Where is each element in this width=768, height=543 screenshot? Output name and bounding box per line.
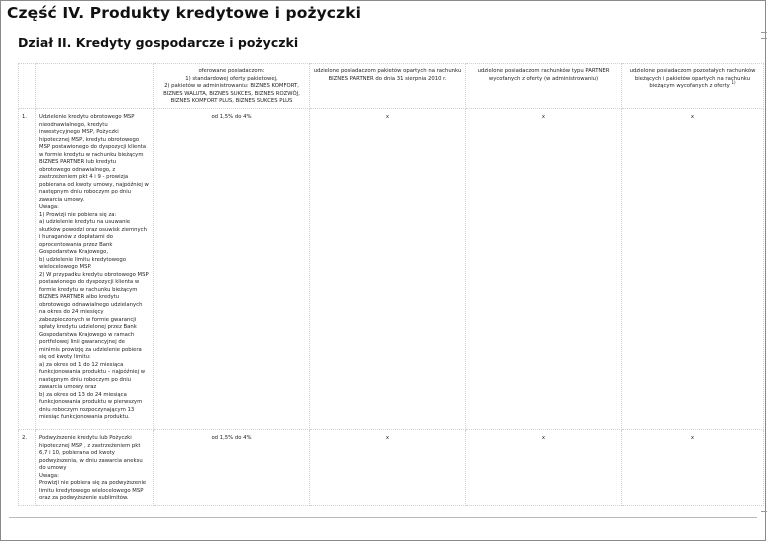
edge-tick-top <box>761 32 767 33</box>
edge-tick-top-2 <box>761 38 767 39</box>
table-row <box>19 109 764 430</box>
fee-partner-withdrawn: x <box>466 109 622 430</box>
row-description: Podwyższenie kredytu lub Pożyczki hipotecznej MSP , z zastrzeżeniem pkt 6,7 i 10, pobierana od kwoty podwyższenia, w dniu zawarcia aneksu do umowy Uwaga: Prowizji nie pobiera się za podwyższenie limitu kredytowego wielocelowego MSP oraz za podwyższenie sublimitów. <box>36 430 154 506</box>
row-number: 1. <box>19 109 36 430</box>
section-title: Dział II. Kredyty gospodarcze i pożyczki <box>18 35 299 50</box>
fee-partner-withdrawn: x <box>466 430 622 506</box>
header-standard-offer-text: oferowane posiadaczom: 1) standardowej oferty pakietowej, 2) pakietów w administrowaniu: BIZNES KOMFORT, BIZNES WALUTA, BIZNES SUKCES, BIZNES ROZWÓJ, BIZNES KOMFORT PLUS, BIZNES SUKCES PLUS <box>163 68 300 104</box>
header-biznes-partner: udzielone posiadaczom pakietów opartych na rachunku BIZNES PARTNER do dnia 31 sierpnia 2010 r. <box>310 64 466 109</box>
fee-other-accounts: x <box>622 430 764 506</box>
bottom-rule <box>9 517 757 518</box>
fee-biznes-partner: x <box>310 109 466 430</box>
table-header-row <box>19 64 764 109</box>
fee-standard-offer: od 1,5% do 4% <box>154 109 310 430</box>
fee-standard-offer: od 1,5% do 4% <box>154 430 310 506</box>
table-row <box>19 430 764 506</box>
fee-biznes-partner: x <box>310 430 466 506</box>
part-title: Część IV. Produkty kredytowe i pożyczki <box>7 4 362 22</box>
header-num <box>19 64 36 109</box>
header-other-accounts-text: udzielone posiadaczom pozostałych rachunków bieżących i pakietów opartych na rachunku bieżącym wycofanych z oferty <box>629 68 756 89</box>
fee-other-accounts: x <box>622 109 764 430</box>
header-standard-offer <box>154 64 310 109</box>
header-description <box>36 64 154 109</box>
footnote-marker: 1) <box>731 80 736 86</box>
edge-tick-bottom <box>761 511 767 512</box>
header-partner-withdrawn: udzielone posiadaczom rachunków typu PARTNER wycofanych z oferty (w administrowaniu) <box>466 64 622 109</box>
row-number: 2. <box>19 430 36 506</box>
fees-table <box>18 63 764 506</box>
row-description: Udzielenie kredytu obrotowego MSP nieodnawialnego, kredytu inwestycyjnego MSP, Pożyczki hipotecznej MSP, kredytu obrotowego MSP postawionego do dyspozycji klienta w formie kredytu w rachunku bieżącym BIZNES PARTNER lub kredytu obrotowego odnawialnego, z zastrzeżeniem pkt 4 i 9 - prowizja pobierana od kwoty umowy, najpóźniej w następnym dniu roboczym po dniu zawarcia umowy. Uwaga: 1) Prowizji nie pobiera się za: a) udzielenie kredytu na usuwanie skutków powodzi oraz osuwisk ziemnych i huraganów z dopłatami do oprocentowania przez Bank Gospodarstwa Krajowego, b) udzielenie limitu kredytowego wielocelowego MSP. 2) W przypadku kredytu obrotowego MSP postawionego do dyspozycji klienta w formie kredytu w rachunku bieżącym BIZNES PARTNER albo kredytu obrotowego odnawialnego udzielanych na okres do 24 miesięcy zabezpieczonych w formie gwarancji spłaty kredytu udzielonej przez Bank Gospodarstwa Krajowego w ramach portfelowej linii gwarancyjnej de minimis prowizję za udzielenie pobiera się od kwoty limitu: a) za okres od 1 do 12 miesiąca funkcjonowania produktu – najpóźniej w następnym dniu roboczym po dniu zawarcia umowy oraz b) za okres od 13 do 24 miesiąca funkcjonowania produktu w pierwszym dniu roboczym rozpoczynającym 13 miesiąc funkcjonowania produktu. <box>36 109 154 430</box>
header-other-accounts <box>622 64 764 109</box>
